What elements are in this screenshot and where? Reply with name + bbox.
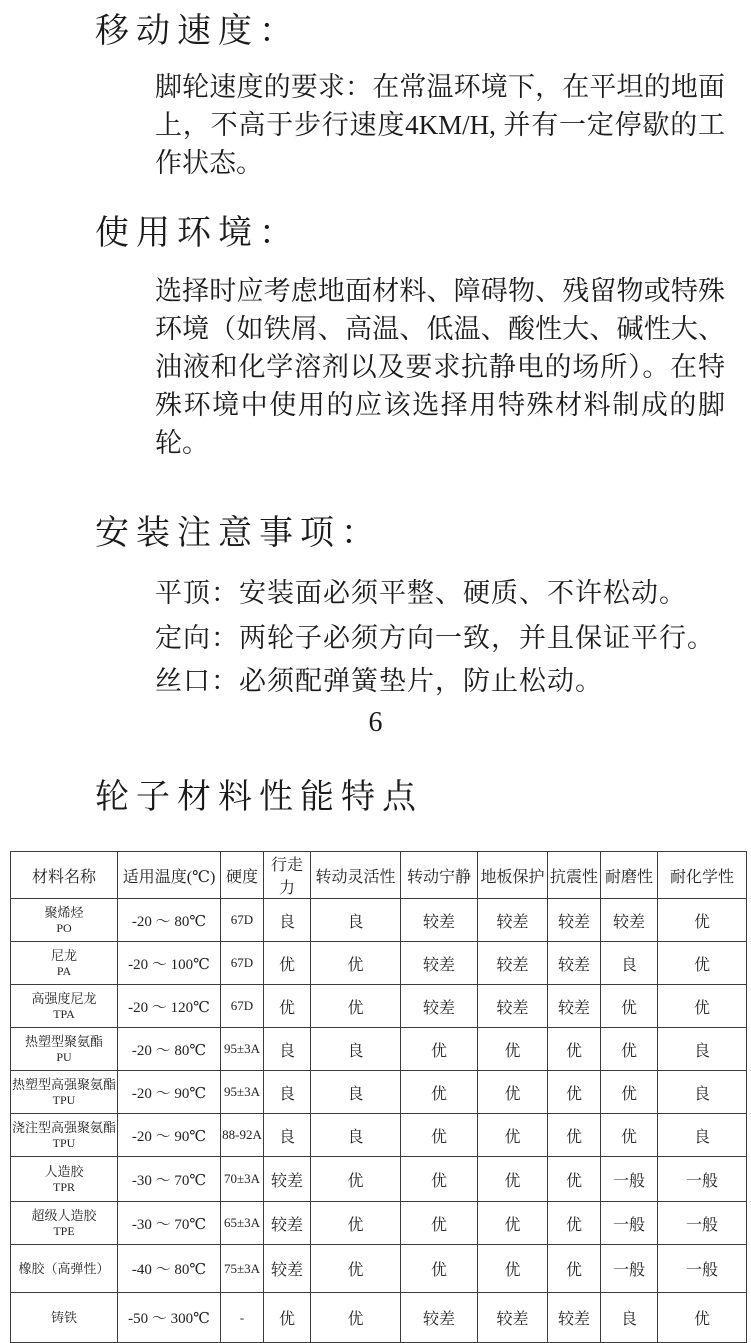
temperature-cell: -20 ～ 120℃ [118, 985, 221, 1028]
rolling-force-cell: 优 [264, 942, 311, 985]
material-name: 聚烯烃 [44, 905, 84, 920]
column-header-swivel-flexibility: 转动灵活性 [311, 852, 401, 899]
swivel-flexibility-cell: 优 [311, 1157, 401, 1202]
table-row [11, 1293, 747, 1343]
temperature-cell: -20 ～ 90℃ [118, 1114, 221, 1157]
table-row [11, 899, 747, 942]
rolling-force-cell: 较差 [264, 1157, 311, 1202]
hardness-cell: 75±3A [221, 1245, 264, 1293]
temperature-cell: -30 ～ 70℃ [118, 1157, 221, 1202]
rolling-force-cell: 良 [264, 899, 311, 942]
rolling-force-cell: 优 [264, 985, 311, 1028]
hardness-cell: 88-92A [221, 1114, 264, 1157]
chemical-resistance-cell: 优 [658, 1293, 747, 1343]
swivel-flexibility-cell: 良 [311, 899, 401, 942]
chemical-resistance-cell: 一般 [658, 1202, 747, 1245]
shock-resistance-cell: 较差 [548, 985, 601, 1028]
quietness-cell: 优 [401, 1202, 478, 1245]
material-name: 橡胶（高弹性） [18, 1261, 110, 1276]
quietness-cell: 较差 [401, 899, 478, 942]
temperature-cell: -20 ～ 80℃ [118, 1028, 221, 1071]
temperature-cell: -30 ～ 70℃ [118, 1202, 221, 1245]
material-name-cell [11, 1071, 118, 1114]
hardness-cell: - [221, 1293, 264, 1343]
material-code: TPA [53, 1007, 75, 1021]
material-code: PO [56, 921, 72, 935]
chemical-resistance-cell: 良 [658, 1114, 747, 1157]
chemical-resistance-cell: 良 [658, 1028, 747, 1071]
environment-paragraph: 选择时应考虑地面材料、障碍物、残留物或特殊环境（如铁屑、高温、低温、酸性大、碱性大、油液和化学溶剂以及要求抗静电的场所）。在特殊环境中使用的应该选择用特殊材料制成的脚轮。 [155, 276, 725, 458]
floor-protection-cell: 较差 [478, 942, 548, 985]
material-name-cell [11, 1293, 118, 1343]
shock-resistance-cell: 优 [548, 1071, 601, 1114]
hardness-cell: 67D [221, 985, 264, 1028]
swivel-flexibility-cell: 良 [311, 1114, 401, 1157]
swivel-flexibility-cell: 优 [311, 1245, 401, 1293]
wear-resistance-cell: 优 [601, 985, 658, 1028]
install-item-flat-top: 平顶：安装面必须平整、硬质、不许松动。 [155, 578, 687, 608]
shock-resistance-cell: 较差 [548, 899, 601, 942]
quietness-cell: 较差 [401, 942, 478, 985]
material-name-cell [11, 899, 118, 942]
material-name-cell [11, 1202, 118, 1245]
chemical-resistance-cell: 优 [658, 942, 747, 985]
floor-protection-cell: 优 [478, 1028, 548, 1071]
section-heading-move-speed: 移动速度： [95, 13, 300, 50]
chemical-resistance-cell: 优 [658, 985, 747, 1028]
floor-protection-cell: 较差 [478, 985, 548, 1028]
swivel-flexibility-cell: 优 [311, 1293, 401, 1343]
floor-protection-cell: 优 [478, 1245, 548, 1293]
table-row [11, 1028, 747, 1071]
section-heading-environment: 使用环境： [95, 215, 300, 252]
material-name: 高强度尼龙 [31, 991, 97, 1006]
floor-protection-cell: 优 [478, 1157, 548, 1202]
table-row [11, 1071, 747, 1114]
table-row [11, 1202, 747, 1245]
quietness-cell: 优 [401, 1114, 478, 1157]
hardness-cell: 67D [221, 942, 264, 985]
material-name-cell [11, 1157, 118, 1202]
shock-resistance-cell: 较差 [548, 942, 601, 985]
section-heading-install-notes: 安装注意事项： [95, 515, 382, 552]
wear-resistance-cell: 良 [601, 1293, 658, 1343]
hardness-cell: 95±3A [221, 1028, 264, 1071]
temperature-cell: -40 ～ 80℃ [118, 1245, 221, 1293]
chemical-resistance-cell: 良 [658, 1071, 747, 1114]
column-header-wear-resistance: 耐磨性 [601, 852, 658, 899]
wear-resistance-cell: 较差 [601, 899, 658, 942]
material-name: 人造胶 [44, 1164, 84, 1179]
chemical-resistance-cell: 一般 [658, 1157, 747, 1202]
rolling-force-cell: 较差 [264, 1245, 311, 1293]
swivel-flexibility-cell: 优 [311, 1202, 401, 1245]
column-header-material: 材料名称 [11, 852, 118, 899]
table-body [11, 899, 747, 1343]
material-name: 尼龙 [50, 948, 77, 963]
floor-protection-cell: 较差 [478, 899, 548, 942]
floor-protection-cell: 优 [478, 1114, 548, 1157]
quietness-cell: 优 [401, 1028, 478, 1071]
material-name: 浇注型高强聚氨酯 [11, 1120, 116, 1135]
table-section-heading: 轮子材料性能特点 [95, 779, 423, 816]
column-header-temperature: 适用温度(℃) [118, 852, 221, 899]
floor-protection-cell: 优 [478, 1071, 548, 1114]
wear-resistance-cell: 一般 [601, 1157, 658, 1202]
chemical-resistance-cell: 一般 [658, 1245, 747, 1293]
material-code: PU [56, 1050, 72, 1064]
column-header-chemical-resistance: 耐化学性 [658, 852, 747, 899]
temperature-cell: -20 ～ 100℃ [118, 942, 221, 985]
column-header-quietness: 转动宁静 [401, 852, 478, 899]
floor-protection-cell: 优 [478, 1202, 548, 1245]
material-name: 热塑型聚氨酯 [24, 1034, 103, 1049]
table-row [11, 1245, 747, 1293]
column-header-rolling-force: 行走力 [264, 852, 311, 899]
wear-resistance-cell: 优 [601, 1028, 658, 1071]
shock-resistance-cell: 较差 [548, 1293, 601, 1343]
quietness-cell: 优 [401, 1245, 478, 1293]
quietness-cell: 优 [401, 1157, 478, 1202]
floor-protection-cell: 较差 [478, 1293, 548, 1343]
quietness-cell: 较差 [401, 985, 478, 1028]
install-item-fixed-direction: 定向：两轮子必须方向一致，并且保证平行。 [155, 623, 715, 653]
shock-resistance-cell: 优 [548, 1245, 601, 1293]
shock-resistance-cell: 优 [548, 1157, 601, 1202]
shock-resistance-cell: 优 [548, 1202, 601, 1245]
material-name-cell [11, 1245, 118, 1293]
column-header-shock-resistance: 抗震性 [548, 852, 601, 899]
material-performance-table [10, 851, 747, 1343]
swivel-flexibility-cell: 良 [311, 1071, 401, 1114]
wear-resistance-cell: 良 [601, 942, 658, 985]
material-name: 超级人造胶 [31, 1208, 97, 1223]
material-code: TPE [53, 1224, 75, 1238]
hardness-cell: 95±3A [221, 1071, 264, 1114]
quietness-cell: 优 [401, 1071, 478, 1114]
table-header-row [11, 852, 747, 899]
rolling-force-cell: 良 [264, 1114, 311, 1157]
temperature-cell: -20 ～ 80℃ [118, 899, 221, 942]
material-code: TPU [52, 1093, 76, 1107]
material-name-cell [11, 1028, 118, 1071]
hardness-cell: 65±3A [221, 1202, 264, 1245]
table-row [11, 985, 747, 1028]
page-number: 6 [368, 707, 383, 738]
material-name-cell [11, 942, 118, 985]
wear-resistance-cell: 一般 [601, 1202, 658, 1245]
material-name: 铸铁 [50, 1310, 77, 1325]
table-row [11, 1157, 747, 1202]
swivel-flexibility-cell: 优 [311, 985, 401, 1028]
wear-resistance-cell: 优 [601, 1071, 658, 1114]
material-name-cell [11, 1114, 118, 1157]
chemical-resistance-cell: 优 [658, 899, 747, 942]
shock-resistance-cell: 优 [548, 1114, 601, 1157]
material-code: TPU [52, 1136, 76, 1150]
rolling-force-cell: 较差 [264, 1202, 311, 1245]
hardness-cell: 70±3A [221, 1157, 264, 1202]
table-row [11, 942, 747, 985]
material-code: TPR [52, 1180, 75, 1194]
column-header-floor-protection: 地板保护 [478, 852, 548, 899]
wear-resistance-cell: 优 [601, 1114, 658, 1157]
shock-resistance-cell: 优 [548, 1028, 601, 1071]
move-speed-paragraph: 脚轮速度的要求：在常温环境下，在平坦的地面上，不高于步行速度4KM/H, 并有一定停歇的工作状态。 [155, 72, 725, 178]
material-code: PA [56, 964, 72, 978]
rolling-force-cell: 良 [264, 1028, 311, 1071]
hardness-cell: 67D [221, 899, 264, 942]
wear-resistance-cell: 一般 [601, 1245, 658, 1293]
material-name: 热塑型高强聚氨酯 [11, 1077, 116, 1092]
quietness-cell: 较差 [401, 1293, 478, 1343]
swivel-flexibility-cell: 良 [311, 1028, 401, 1071]
table-row [11, 1114, 747, 1157]
rolling-force-cell: 优 [264, 1293, 311, 1343]
temperature-cell: -50 ～ 300℃ [118, 1293, 221, 1343]
material-name-cell [11, 985, 118, 1028]
swivel-flexibility-cell: 优 [311, 942, 401, 985]
rolling-force-cell: 良 [264, 1071, 311, 1114]
temperature-cell: -20 ～ 90℃ [118, 1071, 221, 1114]
install-item-threaded: 丝口：必须配弹簧垫片，防止松动。 [155, 666, 603, 696]
column-header-hardness: 硬度 [221, 852, 264, 899]
